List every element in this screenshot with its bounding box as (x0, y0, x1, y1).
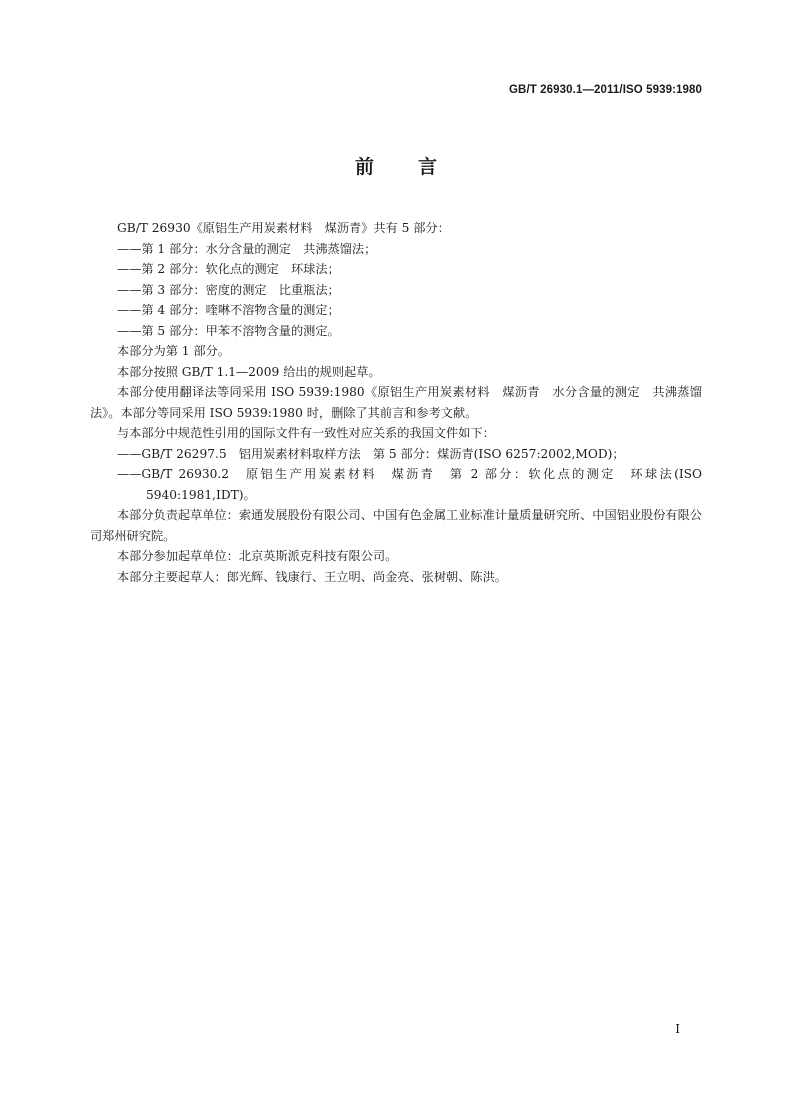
paragraph-participating-units: 本部分参加起草单位：北京英斯派克科技有限公司。 (117, 549, 398, 563)
paragraph-adoption: 本部分使用翻译法等同采用 ISO 5939:1980《原铝生产用炭素材料 煤沥青 水分含量的测定 共沸蒸馏法》。本部分等同采用 ISO 5939:1980 时，删除了其前言和参考文献。 (90, 385, 702, 420)
paragraph-responsible-units: 本部分负责起草单位：索通发展股份有限公司、中国有色金属工业标准计量质量研究所、中国铝业股份有限公司郑州研究院。 (90, 508, 702, 543)
paragraph-part-number: 本部分为第 1 部分。 (117, 344, 231, 358)
paragraph-drafting-rules: 本部分按照 GB/T 1.1—2009 给出的规则起草。 (117, 364, 381, 379)
list-item-reference-2: ——GB/T 26930.2 原铝生产用炭素材料 煤沥青 第 2 部分：软化点的测定 环球法(ISO 5940:1981,IDT)。 (117, 467, 702, 502)
list-item-reference-1: ——GB/T 26297.5 铝用炭素材料取样方法 第 5 部分：煤沥青(ISO 6257:2002,MOD)； (117, 446, 625, 461)
list-item-part-2: ——第 2 部分：软化点的测定 环球法； (117, 262, 340, 276)
title-char-1: 前 (354, 156, 374, 178)
page-number: I (675, 1022, 680, 1036)
page-title (0, 152, 792, 179)
title-char-2: 言 (418, 156, 438, 178)
list-item-part-3: ——第 3 部分：密度的测定 比重瓶法； (117, 282, 340, 297)
paragraph-intro: GB/T 26930《原铝生产用炭素材料 煤沥青》共有 5 部分： (117, 221, 450, 235)
list-item-part-5: ——第 5 部分：甲苯不溶物含量的测定。 (117, 323, 340, 338)
list-item-part-4: ——第 4 部分：喹啉不溶物含量的测定； (117, 303, 340, 317)
foreword-body (90, 218, 702, 587)
paragraph-references-intro: 与本部分中规范性引用的国际文件有一致性对应关系的我国文件如下： (117, 426, 495, 440)
standard-number: GB/T 26930.1—2011/ISO 5939:1980 (509, 84, 702, 96)
paragraph-drafters: 本部分主要起草人：郎光辉、钱康行、王立明、尚金亮、张树朝、陈洪。 (117, 569, 507, 584)
list-item-part-1: ——第 1 部分：水分含量的测定 共沸蒸馏法； (117, 241, 377, 256)
